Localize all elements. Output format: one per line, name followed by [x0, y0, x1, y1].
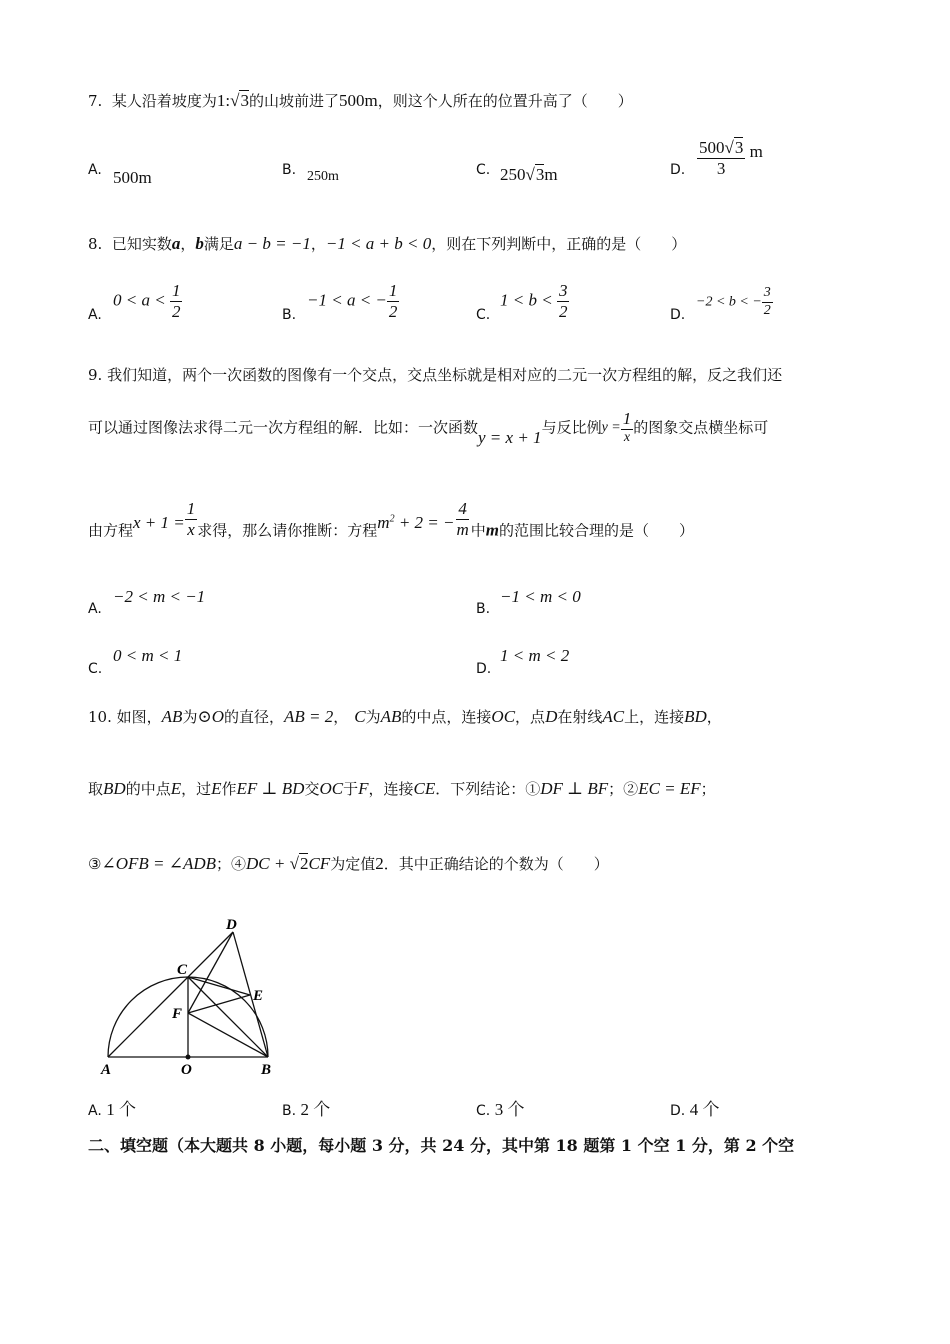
section-2-title: 二、填空题（本大题共 8 小题，每小题 3 分，共 24 分，其中第 18 题第 1 个空 1 分，第 2 个空 — [88, 1136, 795, 1155]
q8-option-c-value: 1 < b < $\frac{3}{2}$ — [500, 281, 568, 321]
q8-option-a-value: 0 < a < $\frac{1}{2}$ — [113, 281, 181, 321]
label-c: C — [177, 962, 188, 978]
q9-line-2: 可以通过图像法求得二元一次方程组的解．比如：一次函数y = x + 1与反比例y = $\frac{1}{x}$ 的图象交点横坐标可 — [88, 409, 769, 448]
ray-ad — [108, 932, 233, 1057]
label-b: B — [261, 1062, 272, 1078]
q8-option-d[interactable]: D. — [670, 307, 686, 323]
q7-option-d-value: $\frac{500√3}{3}$ m — [699, 138, 763, 178]
q10-option-c[interactable]: C. 3 个 — [476, 1100, 525, 1119]
q9-line-1: 9. 我们知道，两个一次函数的图像有一个交点，交点坐标就是相对应的二元一次方程组的解，反之我们还 — [88, 366, 783, 384]
segment-fd — [188, 932, 233, 1013]
q9-option-d[interactable]: D. — [476, 661, 492, 677]
q9-option-b-value: −1 < m < 0 — [500, 587, 581, 606]
q7-option-c[interactable]: C. — [476, 162, 491, 178]
q9-option-c-value: 0 < m < 1 — [113, 646, 183, 665]
q7-stem: 7. 某人沿着坡度为1:√3的山坡前进了500m，则这个人所在的位置升高了（ ） — [88, 91, 633, 110]
q10-option-b[interactable]: B. 2 个 — [282, 1100, 331, 1119]
q10-option-d[interactable]: D. 4 个 — [670, 1100, 720, 1119]
q7-option-b-value: 250m — [307, 169, 339, 184]
label-a: A — [101, 1062, 112, 1078]
label-o: O — [181, 1062, 192, 1078]
q10-option-a[interactable]: A. 1 个 — [88, 1100, 136, 1119]
q9-option-b[interactable]: B. — [476, 601, 491, 617]
q8-option-b-value: −1 < a < − $\frac{1}{2}$ — [307, 281, 398, 321]
q7-option-d[interactable]: D. — [670, 162, 686, 178]
q7-option-b[interactable]: B. — [282, 162, 297, 178]
q7-option-c-value: 250√3m — [500, 165, 558, 184]
point-o — [186, 1055, 191, 1060]
q9-option-a-value: −2 < m < −1 — [113, 587, 206, 606]
q8-stem: 8. 已知实数a，b满足a − b = −1，−1 < a + b < 0，则在下列判断中，正确的是（ ） — [88, 234, 687, 253]
q10-line-1: 10. 如图，AB为⊙O的直径，AB = 2， C为AB的中点，连接OC，点D在射线AC上，连接BD， — [88, 707, 722, 726]
q10-line-2: 取BD的中点E，过E作EF ⊥ BD交OC于F，连接CE．下列结论：①DF ⊥ BF；②EC = EF； — [88, 779, 716, 798]
q8-option-a[interactable]: A. — [88, 307, 102, 323]
q8-option-b[interactable]: B. — [282, 307, 297, 323]
q7-option-a-value: 500m — [113, 168, 152, 187]
q9-option-c[interactable]: C. — [88, 661, 103, 677]
q10-figure — [95, 912, 285, 1082]
q7-option-a[interactable]: A. — [88, 162, 102, 178]
label-d: D — [226, 917, 237, 933]
q9-line-3: 由方程x + 1 = $\frac{1}{x}$ 求得，那么请你推断：方程$m^2 + 2$ = − $\frac{4}{m}$ 中m的范围比较合理的是（ ） — [88, 499, 695, 540]
label-e: E — [253, 988, 264, 1004]
q9-option-d-value: 1 < m < 2 — [500, 646, 570, 665]
q9-option-a[interactable]: A. — [88, 601, 102, 617]
q10-line-3: ③∠OFB = ∠ADB；④DC + √2CF为定值2．其中正确结论的个数为（ ） — [88, 854, 609, 873]
segment-fe — [188, 995, 250, 1013]
q8-option-c[interactable]: C. — [476, 307, 491, 323]
q8-option-d-value: −2 < b < − $\frac{3}{2}$ — [696, 285, 771, 318]
segment-fb — [188, 1013, 268, 1057]
label-f: F — [172, 1006, 183, 1022]
